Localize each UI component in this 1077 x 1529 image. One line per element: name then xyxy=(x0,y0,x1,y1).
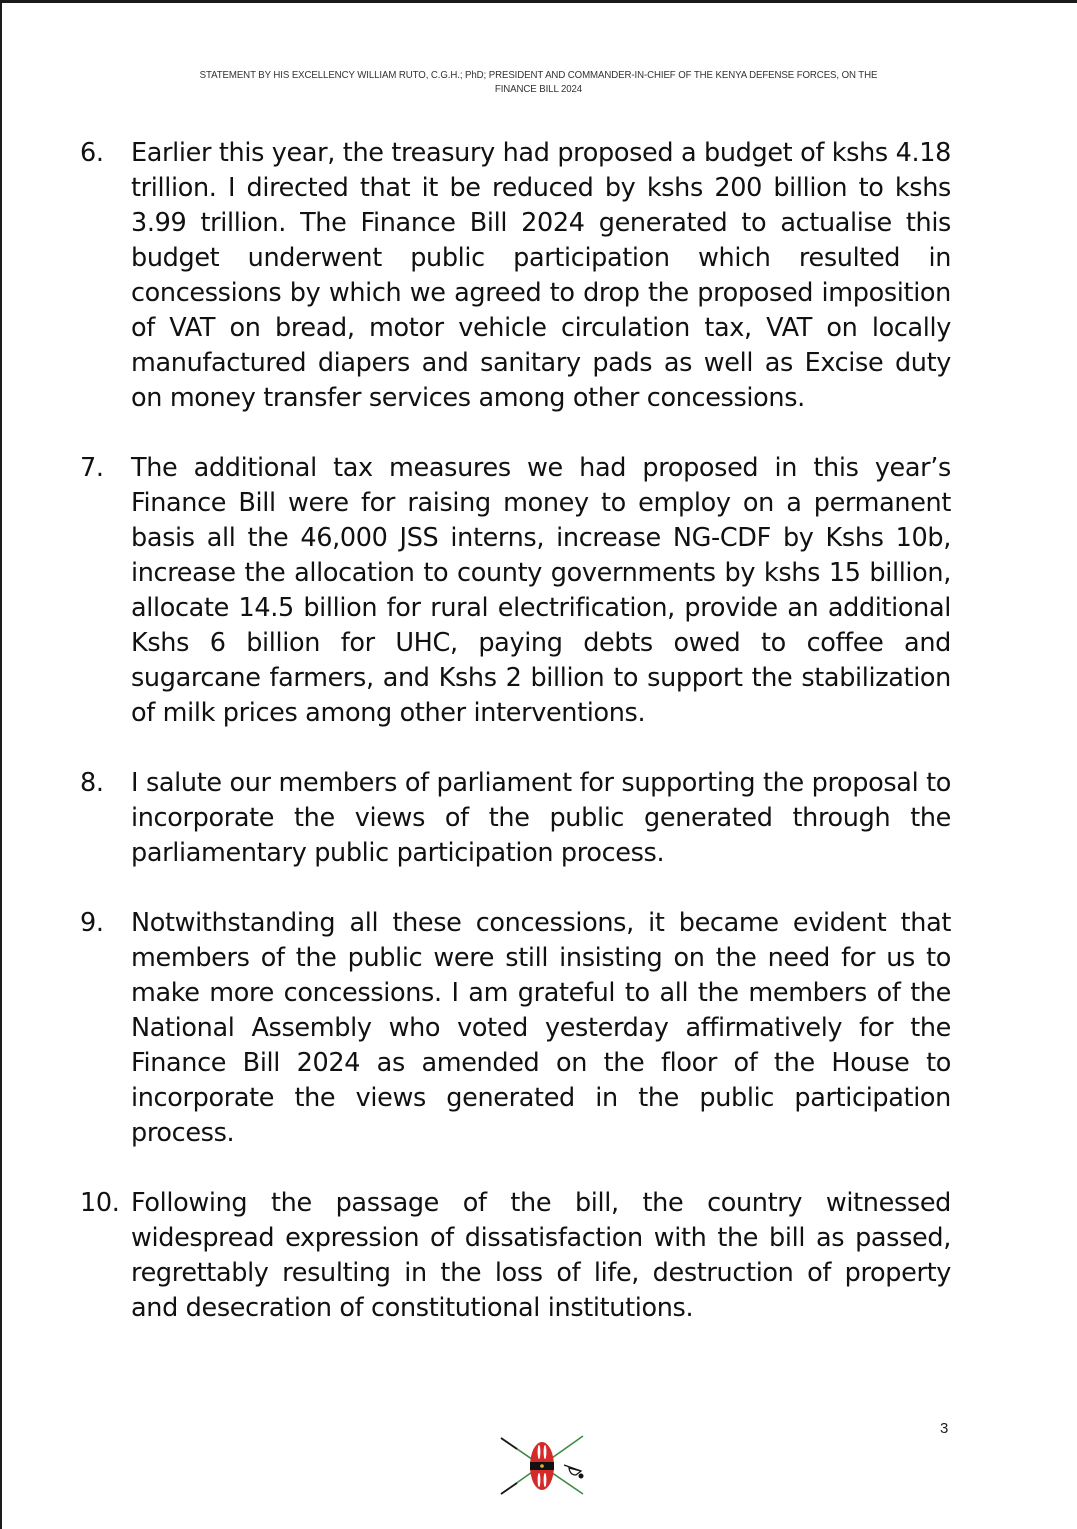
paragraph-number: 9. xyxy=(80,908,104,938)
page-header xyxy=(153,68,923,96)
page-number: 3 xyxy=(940,1420,949,1437)
paragraph-number: 10. xyxy=(80,1188,120,1218)
window-left-edge xyxy=(0,0,2,1529)
page-header-line-1: STATEMENT BY HIS EXCELLENCY WILLIAM RUTO, C.G.H.; PhD; PRESIDENT AND COMMANDER-IN-CHIEF OF THE KENYA DEFENSE FORCES, ON THE xyxy=(199,69,878,81)
paragraph-6 xyxy=(80,136,951,416)
wheelbarrow-icon xyxy=(564,1465,584,1479)
statement-paragraph-list xyxy=(80,136,951,1361)
paragraph-text: Earlier this year, the treasury had proposed a budget of kshs 4.18 trillion. I directed that it be reduced by kshs 200 billion to kshs 3.99 trillion. The Finance Bill 2024 generated to actualise this budget underwent public participation which resulted in concessions by which we agreed to drop the proposed imposition of VAT on bread, motor vehicle circulation tax, VAT on locally manufactured diapers and sanitary pads as well as Excise duty on money transfer services among other concessions. xyxy=(131,138,951,413)
kenya-coat-of-arms-shield-spears-icon xyxy=(497,1432,589,1498)
paragraph-text: Notwithstanding all these concessions, it became evident that members of the public were still insisting on the need for us to make more concessions. I am grateful to all the members of the National Assembly who voted yesterday affirmatively for the Finance Bill 2024 as amended on the floor of the House to incorporate the views generated in the public participation process. xyxy=(131,908,951,1148)
page-header-line-2: FINANCE BILL 2024 xyxy=(494,83,583,95)
paragraph-number: 8. xyxy=(80,768,104,798)
paragraph-number: 6. xyxy=(80,138,104,168)
paragraph-7 xyxy=(80,451,951,731)
paragraph-text: I salute our members of parliament for supporting the proposal to incorporate the views of the public generated through the parliamentary public participation process. xyxy=(131,768,951,868)
paragraph-9 xyxy=(80,906,951,1151)
paragraph-text: The additional tax measures we had proposed in this year’s Finance Bill were for raising money to employ on a permanent basis all the 46,000 JSS interns, increase NG-CDF by Kshs 10b, increase the allocation to county governments by kshs 15 billion, allocate 14.5 billion for rural electrification, provide an additional Kshs 6 billion for UHC, paying debts owed to coffee and sugarcane farmers, and Kshs 2 billion to support the stabilization of milk prices among other interventions. xyxy=(131,453,951,728)
paragraph-number: 7. xyxy=(80,453,104,483)
paragraph-10 xyxy=(80,1186,951,1326)
paragraph-8 xyxy=(80,766,951,871)
maasai-shield xyxy=(530,1442,554,1490)
window-top-edge xyxy=(0,0,1077,3)
paragraph-text: Following the passage of the bill, the country witnessed widespread expression of dissatisfaction with the bill as passed, regrettably resulting in the loss of life, destruction of property and desecration of constitutional institutions. xyxy=(131,1188,951,1323)
